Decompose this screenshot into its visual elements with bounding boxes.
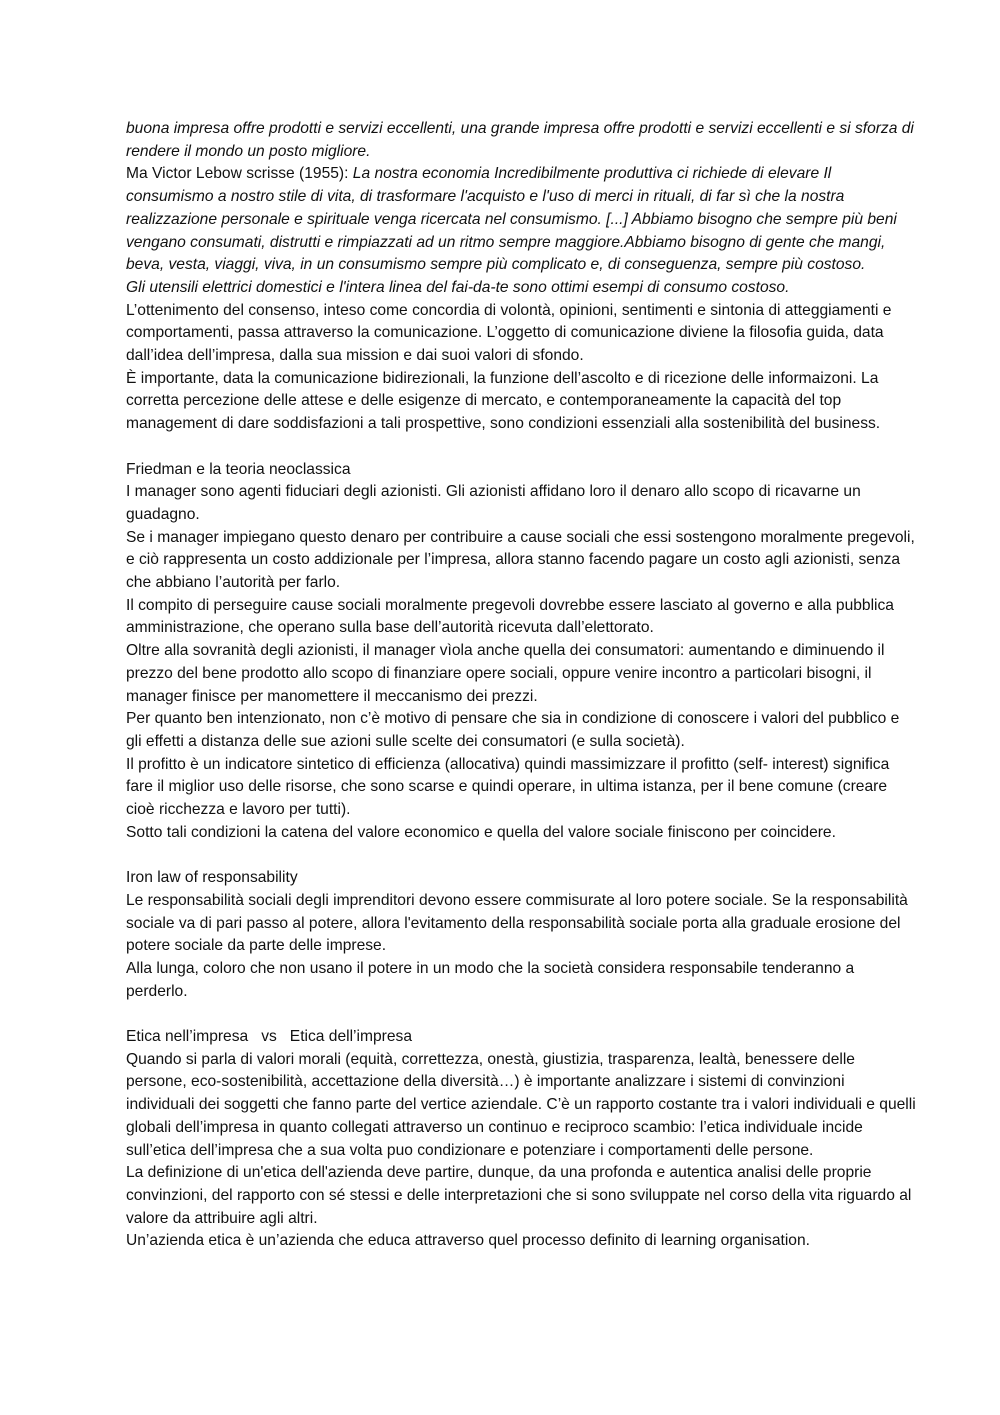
friedman-paragraph: Sotto tali condizioni la catena del valore economico e quella del valore sociale finiscono per coincidere. (126, 823, 836, 841)
friedman-paragraph: Per quanto ben intenzionato, non c’è motivo di pensare che sia in condizione di conoscere i valori del pubblico e gli effetti a distanza delle sue azioni sulle scelte dei consumatori (e sulla società). (126, 710, 900, 750)
iron-law-paragraph: Alla lunga, coloro che non usano il potere in un modo che la società considera responsabile tenderanno a perderlo. (126, 959, 855, 1000)
spacer (126, 436, 916, 459)
document-page (126, 118, 916, 1253)
lebow-quote: La nostra economia Incredibilmente produttiva ci richiede di elevare Il consumismo a nostro stile di vita, di trasformare l'acquisto e l'uso di merci in rituali, di far sì che la nostra realizzazione personale e spirituale venga ricercata nel consumismo. [...] Abbiamo bisogno che sempre più beni vengano consumati, distrutti e rimpiazzati ad un ritmo sempre maggiore.Abbiamo bisogno di gente che mangi, beva, vesta, viaggi, viva, in un consumismo sempre più complicato e, di conseguenza, sempre più costoso. (126, 165, 897, 274)
importante-paragraph: È importante, data la comunicazione bidirezionali, la funzione dell’ascolto e di ricezione delle informaizoni. La corretta percezione delle attese e delle esigenze di mercato, e contemporaneamente la capacità del top management di dare soddisfazioni a tali prospettive, sono condizioni essenziali alla sostenibilità del business. (126, 369, 881, 433)
etica-paragraph: Quando si parla di valori morali (equità, correttezza, onestà, giustizia, trasparenza, lealtà, benessere delle persone, eco-sostenibilità, accettazione della diversità…) è importante analizzare i sistemi di convinzioni individuali dei soggetti che fanno parte del vertice aziendale. C’è un rapporto costante tra i valori individuali e quelli globali dell’impresa in quanto collegati attraverso un continuo e reciproco scambio: l’etica individuale incide sull’etica dell’impresa che a sua volta puo condizionare e potenziare i comportamenti delle persone. (126, 1050, 916, 1159)
iron-law-heading: Iron law of responsability (126, 869, 298, 887)
lebow-prefix: Ma Victor Lebow scrisse (1955): (126, 165, 353, 183)
friedman-paragraph: Oltre alla sovranità degli azionisti, il manager vìola anche quella dei consumatori: aumentando e diminuendo il prezzo del bene prodotto allo scopo di finanziare opere sociali, oppure venire incontro a particolari bisogni, il manager finisce per manomettere il meccanismo dei prezzi. (126, 642, 885, 705)
utensili-paragraph: Gli utensili elettrici domestici e l'intera linea del fai-da-te sono ottimi esempi di consumo costoso. (126, 278, 790, 296)
friedman-heading: Friedman e la teoria neoclassica (126, 460, 351, 478)
intro-quote-end: buona impresa offre prodotti e servizi eccellenti, una grande impresa offre prodotti e servizi eccellenti e si sforza di rendere il mondo un posto migliore. (126, 120, 914, 160)
consenso-paragraph: L’ottenimento del consenso, inteso come concordia di volontà, opinioni, sentimenti e sintonia di atteggiamenti e comportamenti, passa attraverso la comunicazione. L’oggetto di comunicazione diviene la filosofia guida, data dall’idea dell’impresa, dalla sua mission e dai suoi valori di sfondo. (126, 301, 892, 365)
etica-heading: Etica nell’impresa vs Etica dell’impresa (126, 1028, 412, 1046)
friedman-paragraph: Il compito di perseguire cause sociali moralmente pregevoli dovrebbe essere lasciato al governo e alla pubblica amministrazione, che operano sulla base dell’autorità ricevuta dall’elettorato. (126, 596, 894, 637)
friedman-paragraph: I manager sono agenti fiduciari degli azionisti. Gli azionisti affidano loro il denaro allo scopo di ricavarne un guadagno. (126, 483, 861, 523)
spacer (126, 1003, 916, 1026)
etica-paragraph: La definizione di un'etica dell'azienda deve partire, dunque, da una profonda e autentica analisi delle proprie convinzioni, del rapporto con sé stessi e delle interpretazioni che si sono sviluppate nel corso della vita riguardo al valore da attribuire agli altri. (126, 1164, 912, 1227)
iron-law-paragraph: Le responsabilità sociali degli imprenditori devono essere commisurate al loro potere sociale. Se la responsabilità sociale va di pari passo al potere, allora l'evitamento della responsabilità sociale porta alla graduale erosione del potere sociale da parte delle imprese. (126, 891, 908, 955)
lebow-paragraph (126, 163, 916, 277)
friedman-paragraph: Se i manager impiegano questo denaro per contribuire a cause sociali che essi sostengono moralmente pregevoli, e ciò rappresenta un costo addizionale per l’impresa, allora stanno facendo pagare un costo agli azionisti, senza che abbiano l’autorità per farlo. (126, 528, 915, 592)
spacer (126, 844, 916, 867)
friedman-paragraph: Il profitto è un indicatore sintetico di efficienza (allocativa) quindi massimizzare il profitto (self- interest) significa fare il miglior uso delle risorse, che sono scarse e quindi operare, in ultima istanza, per il bene comune (creare cioè ricchezza e lavoro per tutti). (126, 755, 890, 819)
etica-paragraph: Un’azienda etica è un’azienda che educa attraverso quel processo definito di learning organisation. (126, 1232, 810, 1250)
